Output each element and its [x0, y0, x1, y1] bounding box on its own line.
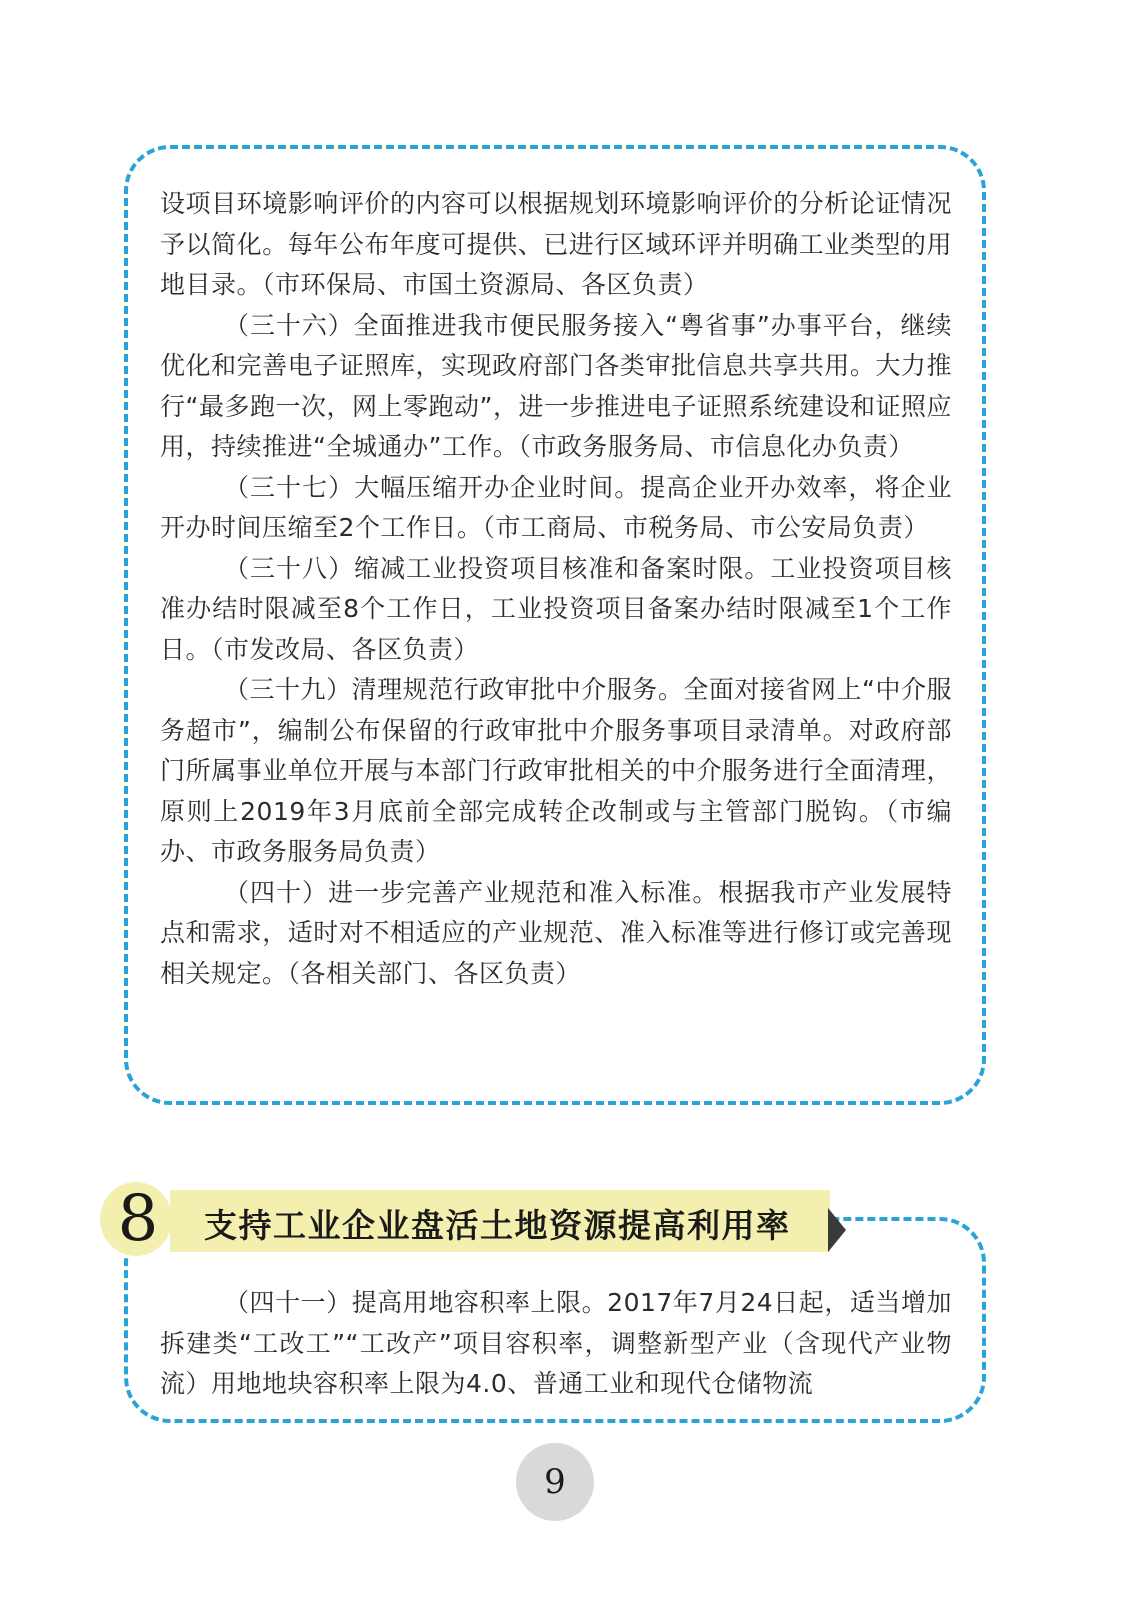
page-number-badge [516, 1443, 594, 1521]
page-number: 9 [544, 1462, 566, 1502]
paragraph-37: （三十七）大幅压缩开办企业时间。提高企业开办效率，将企业开办时间压缩至2个工作日。（市工商局、市税务局、市公安局负责） [160, 472, 952, 542]
paragraph-36: （三十六）全面推进我市便民服务接入“粤省事”办事平台，继续优化和完善电子证照库，实现政府部门各类审批信息共享共用。大力推行“最多跑一次，网上零跑动”，进一步推进电子证照系统建设和证照应用，持续推进“全城通办”工作。（市政务服务局、市信息化办负责） [160, 310, 952, 461]
paragraph-continuation: 设项目环境影响评价的内容可以根据规划环境影响评价的分析论证情况予以简化。每年公布年度可提供、已进行区域环评并明确工业类型的用地目录。（市环保局、市国土资源局、各区负责） [160, 189, 952, 299]
paragraph-38: （三十八）缩减工业投资项目核准和备案时限。工业投资项目核准办结时限减至8个工作日，工业投资项目备案办结时限减至1个工作日。（市发改局、各区负责） [160, 553, 952, 664]
content-text-top [160, 184, 952, 994]
paragraph-40: （四十）进一步完善产业规范和准入标准。根据我市产业发展特点和需求，适时对不相适应的产业规范、准入标准等进行修订或完善现相关规定。（各相关部门、各区负责） [160, 877, 952, 988]
content-text-bottom [160, 1283, 952, 1405]
paragraph-41: （四十一）提高用地容积率上限。2017年7月24日起，适当增加拆建类“工改工”“工改产”项目容积率，调整新型产业（含现代产业物流）用地地块容积率上限为4.0、普通工业和现代仓储物流 [160, 1288, 952, 1398]
paragraph-39: （三十九）清理规范行政审批中介服务。全面对接省网上“中介服务超市”，编制公布保留的行政审批中介服务事项目录清单。对政府部门所属事业单位开展与本部门行政审批相关的中介服务进行全面清理，原则上2019年3月底前全部完成转企改制或与主管部门脱钩。（市编办、市政务服务局负责） [160, 675, 952, 866]
section-title: 支持工业企业盘活土地资源提高利用率 [204, 1206, 791, 1245]
section-header [100, 1182, 860, 1262]
section-number: 8 [117, 1182, 159, 1256]
banner-tail-decoration [828, 1208, 846, 1252]
